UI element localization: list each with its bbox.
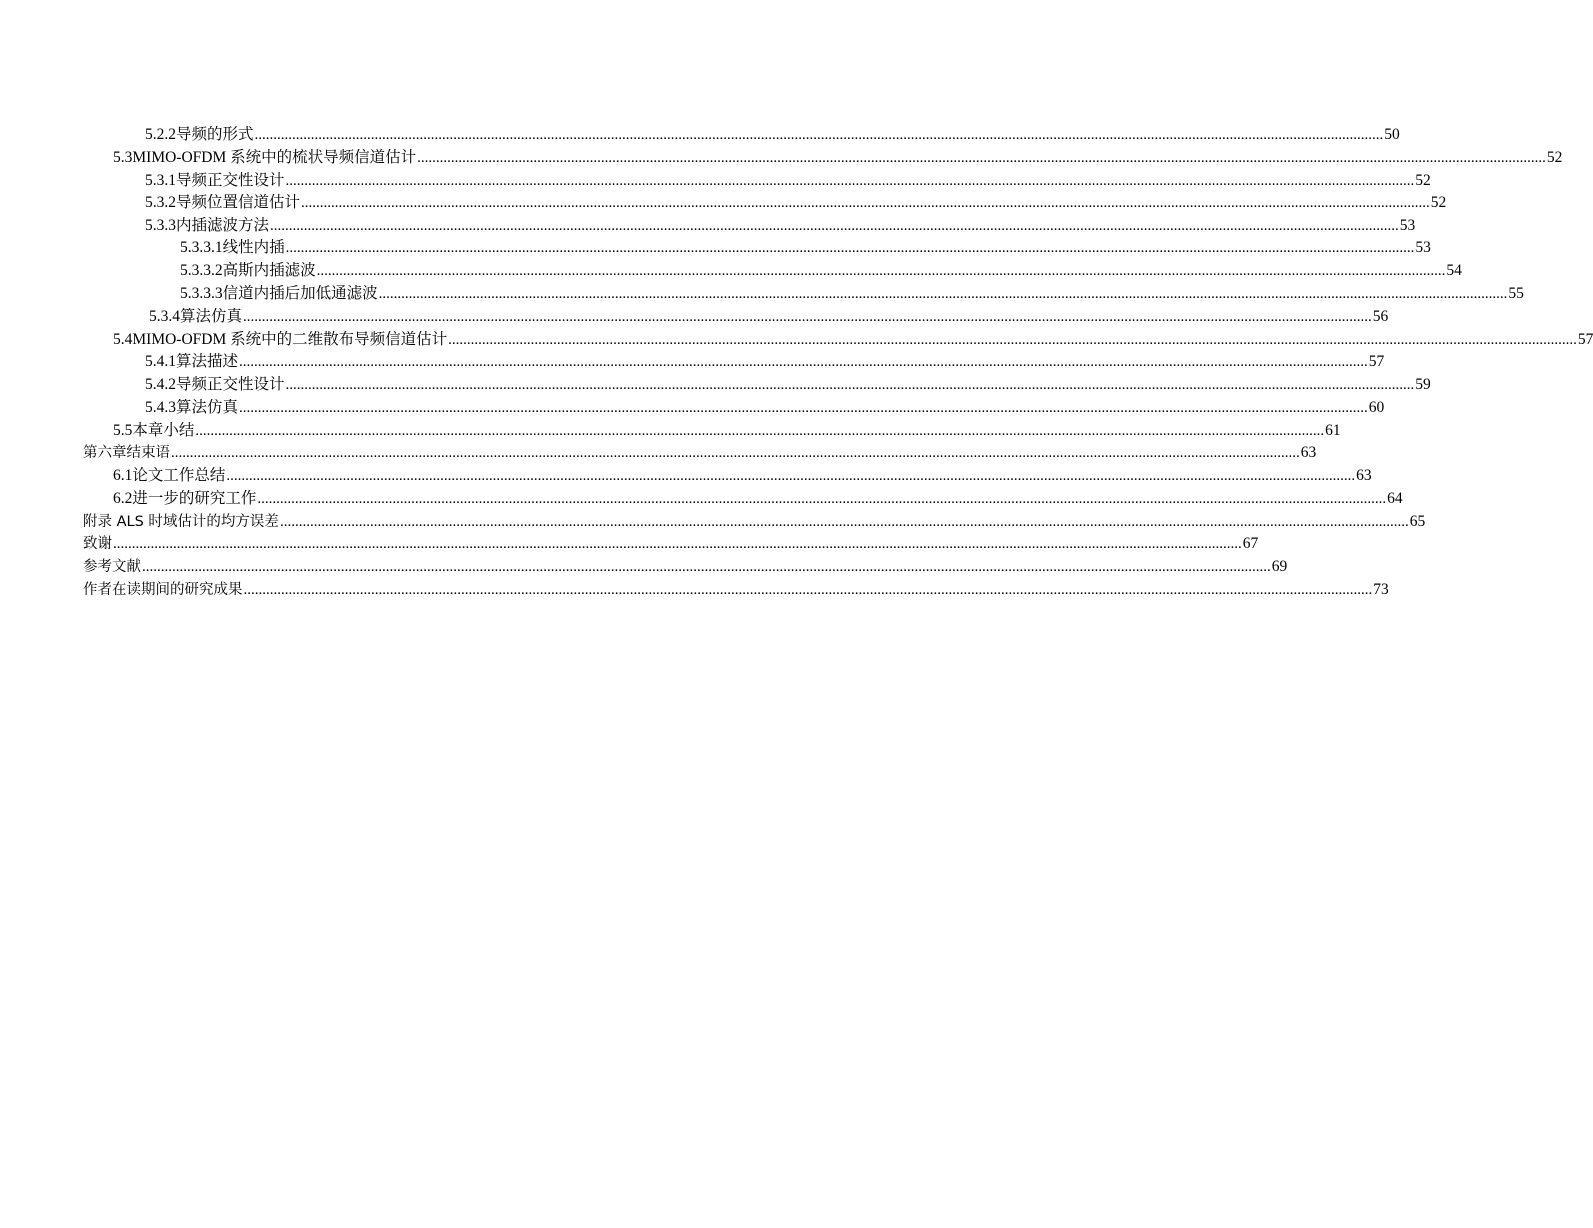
- toc-entry-page: 65: [1409, 513, 1426, 530]
- toc-entry-title: 线性内插: [222, 239, 285, 256]
- toc-entry[interactable]: [0, 533, 1259, 555]
- toc-entry-number: 5.3.3.2: [180, 262, 223, 279]
- toc-entry[interactable]: [0, 442, 1317, 464]
- toc-entry-number: 5.5: [113, 422, 133, 439]
- toc-entry-page: 55: [1508, 285, 1524, 302]
- toc-entry[interactable]: [0, 488, 1403, 510]
- toc-entry-page: 64: [1387, 490, 1403, 507]
- toc-entry[interactable]: [0, 147, 1563, 169]
- dot-leader: [171, 442, 1300, 464]
- toc-entry-title: 致谢: [83, 536, 112, 552]
- toc-entry[interactable]: [0, 124, 1400, 146]
- dot-leader: [142, 556, 1271, 578]
- toc-entry[interactable]: [0, 579, 1389, 601]
- toc-entry-title: MIMO-OFDM 系统中的二维散布导频信道估计: [132, 331, 448, 348]
- toc-entry-title: 导频位置信道估计: [176, 194, 301, 211]
- dot-leader: [286, 170, 1415, 192]
- toc-entry-number: 6.2: [113, 490, 133, 507]
- dot-leader: [301, 192, 1430, 214]
- toc-entry[interactable]: [0, 511, 1426, 533]
- toc-entry-number: 5.4.3: [145, 399, 176, 416]
- toc-entry-number: 5.3.3.1: [180, 239, 223, 256]
- toc-entry[interactable]: [0, 397, 1385, 419]
- toc-entry-page: 53: [1399, 217, 1416, 234]
- toc-entry-page: 69: [1271, 558, 1288, 575]
- toc-entry-title: MIMO-OFDM 系统中的梳状导频信道估计: [132, 149, 417, 166]
- dot-leader: [448, 329, 1577, 351]
- toc-entry[interactable]: [0, 215, 1416, 237]
- toc-entry[interactable]: [0, 374, 1431, 396]
- toc-entry-page: 57: [1577, 331, 1593, 348]
- toc-entry-number: 5.3.1: [145, 172, 176, 189]
- toc-entry[interactable]: [0, 420, 1341, 442]
- toc-entry[interactable]: [0, 260, 1462, 282]
- toc-entry[interactable]: [0, 306, 1389, 328]
- toc-entry[interactable]: [0, 237, 1431, 259]
- toc-entry-number: 5.3.3.3: [180, 285, 223, 302]
- dot-leader: [255, 124, 1384, 146]
- toc-entry[interactable]: [0, 170, 1431, 192]
- toc-entry[interactable]: [0, 556, 1288, 578]
- dot-leader: [270, 215, 1399, 237]
- toc-entry-page: 63: [1300, 444, 1317, 461]
- toc-entry-page: 57: [1368, 353, 1385, 370]
- dot-leader: [286, 374, 1415, 396]
- dot-leader: [286, 237, 1415, 259]
- toc-entry-page: 60: [1368, 399, 1385, 416]
- toc-entry-number: 5.3.4: [149, 308, 180, 325]
- dot-leader: [243, 306, 1372, 328]
- toc-entry-page: 67: [1242, 535, 1259, 552]
- toc-entry[interactable]: [0, 283, 1524, 305]
- dot-leader: [195, 420, 1324, 442]
- toc-entry-number: 5.3: [113, 149, 133, 166]
- toc-entry-title: 算法仿真: [180, 308, 243, 325]
- dot-leader: [280, 511, 1409, 533]
- toc-entry-title: 本章小结: [132, 422, 195, 439]
- toc-entry-title: 内插滤波方法: [176, 217, 270, 234]
- toc-entry-title: 算法仿真: [176, 399, 239, 416]
- toc-entry-title: 结束语: [126, 445, 170, 461]
- toc-entry-page: 52: [1430, 194, 1447, 211]
- toc-entry-number: 5.4.2: [145, 376, 176, 393]
- toc-entry-number: 第六章: [83, 445, 127, 461]
- toc-entry-title: 参考文献: [83, 559, 141, 575]
- toc-entry[interactable]: [0, 329, 1593, 351]
- toc-entry-page: 63: [1356, 467, 1372, 484]
- toc-entry-number: 5.4.1: [145, 353, 176, 370]
- toc-entry[interactable]: [0, 351, 1385, 373]
- dot-leader: [244, 579, 1373, 601]
- toc-entry[interactable]: [0, 465, 1372, 487]
- toc-entry-page: 56: [1372, 308, 1389, 325]
- dot-leader: [113, 533, 1242, 555]
- toc-entry-number: 5.4: [113, 331, 133, 348]
- toc-entry-page: 50: [1384, 126, 1400, 143]
- toc-entry-page: 61: [1325, 422, 1341, 439]
- dot-leader: [257, 488, 1386, 510]
- dot-leader: [239, 351, 1368, 373]
- toc-entry-title: 高斯内插滤波: [222, 262, 316, 279]
- toc-entry-number: 5.2.2: [145, 126, 176, 143]
- toc-entry-title: 作者在读期间的研究成果: [83, 582, 243, 598]
- toc-entry-number: 5.3.3: [145, 217, 176, 234]
- dot-leader: [417, 147, 1546, 169]
- toc-entry-title: LS 时域估计的均方误差: [126, 514, 279, 530]
- toc-entry-number: 6.1: [113, 467, 133, 484]
- toc-entry[interactable]: [0, 192, 1447, 214]
- toc-entry-title: 信道内插后加低通滤波: [222, 285, 378, 302]
- toc-entry-page: 54: [1446, 262, 1462, 279]
- toc-entry-number: 5.3.2: [145, 194, 176, 211]
- toc-entry-title: 导频正交性设计: [176, 172, 285, 189]
- dot-leader: [379, 283, 1508, 305]
- toc-entry-number: 附录 A: [83, 514, 127, 530]
- toc-entry-title: 导频的形式: [176, 126, 254, 143]
- toc-entry-title: 导频正交性设计: [176, 376, 285, 393]
- toc-entry-page: 73: [1373, 581, 1389, 598]
- dot-leader: [226, 465, 1355, 487]
- toc-entry-title: 算法描述: [176, 353, 239, 370]
- toc-entry-page: 53: [1415, 239, 1431, 256]
- dot-leader: [239, 397, 1368, 419]
- toc-entry-page: 52: [1546, 149, 1563, 166]
- dot-leader: [317, 260, 1446, 282]
- toc-entry-page: 59: [1415, 376, 1431, 393]
- toc-entry-title: 进一步的研究工作: [132, 490, 257, 507]
- toc-entry-page: 52: [1415, 172, 1431, 189]
- toc-entry-title: 论文工作总结: [132, 467, 226, 484]
